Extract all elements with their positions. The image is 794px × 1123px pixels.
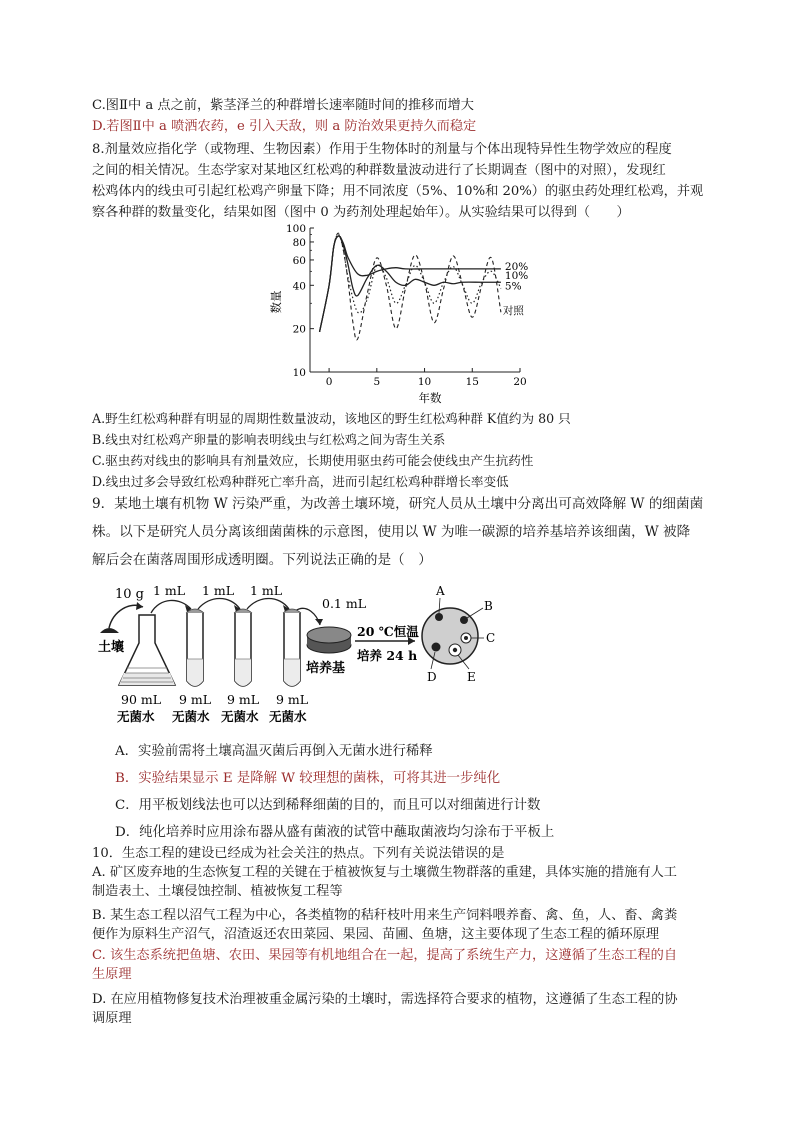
flask-icon [119, 615, 175, 685]
option-9a: A．实验前需将土壤高温灭菌后再倒入无菌水进行稀释 [115, 744, 433, 759]
soil-mass-label: 10 g [115, 587, 144, 602]
chart-x-tick-label: 5 [373, 376, 381, 388]
population-chart-svg [262, 222, 544, 407]
transfer-1-label: 1 mL [153, 583, 186, 598]
colony-d-label: D [427, 670, 437, 684]
option-9d: D．纯化培养时应用涂布器从盛有菌液的试管中蘸取菌液均匀涂布于平板上 [115, 825, 555, 840]
option-9b: B．实验结果显示 E 是降解 W 较理想的菌株，可将其进一步纯化 [115, 771, 501, 786]
chart-y-tick-label: 80 [292, 236, 306, 249]
chart-series-label-3: 对照 [502, 304, 524, 317]
chart-series-label-0: 20% [504, 260, 529, 273]
option-8b: B.线虫对红松鸡产卵量的影响表明线虫与红松鸡之间为寄生关系 [92, 432, 446, 447]
colony-e-label: E [467, 670, 476, 684]
option-8c: C.驱虫药对线虫的影响具有剂量效应，长期使用驱虫药可能会使线虫产生抗药性 [92, 453, 534, 468]
medium-label: 培养基 [306, 661, 346, 676]
option-10d-2: 调原理 [92, 1011, 132, 1026]
option-8d-prev: D.若图Ⅱ中 a 喷洒农药，e 引入天敌，则 a 防治效果更持久而稳定 [92, 119, 477, 134]
chart-y-tick-label: 10 [292, 367, 306, 379]
question-8-stem-2: 之间的相关情况。生态学家对某地区红松鸡的种群数量波动进行了长期调查（图中的对照），发现红 [92, 163, 666, 178]
transfer-2-arrow [198, 599, 240, 610]
colony-b-label: B [484, 599, 493, 613]
chart-series-label-2: 5% [504, 280, 522, 293]
chart-y-tick-label: 20 [292, 323, 306, 336]
chart-y-axis-label: 数量 [269, 290, 283, 314]
chart-series-line-3 [320, 233, 501, 340]
chart-x-tick-label: 20 [513, 376, 527, 388]
transfer-1-arrow [151, 600, 191, 613]
option-10d-1: D. 在应用植物修复技术治理被重金属污染的土壤时，需选择符合要求的植物，这遵循了生态工程的协 [92, 992, 678, 1007]
tube-3-volume-label: 9 mL [276, 692, 309, 707]
incubate-time-label: 培养 24 h [357, 648, 418, 663]
colony-d-icon [432, 643, 441, 652]
soil-pile-icon [100, 628, 119, 633]
option-8a: A.野生红松鸡种群有明显的周期性数量波动，该地区的野生红松鸡种群 K值约为 80 只 [92, 411, 571, 426]
colony-c-label: C [486, 631, 496, 645]
tube-2-water-label: 无菌水 [221, 709, 259, 724]
test-tube-2-icon [234, 609, 252, 686]
test-tube-3-icon [283, 609, 301, 686]
colony-b-icon [460, 616, 468, 624]
arrowhead-icon [315, 619, 323, 625]
flask-water-label: 无菌水 [117, 709, 155, 724]
question-8-stem-1: 8.剂量效应指化学（或物理、生物因素）作用于生物体时的剂量与个体出现特异性生物学效应的程度 [92, 142, 672, 157]
soil-label: 土壤 [98, 640, 125, 655]
transfer-3-label: 1 mL [250, 583, 283, 598]
transfer-4-label: 0.1 mL [322, 596, 367, 611]
dilution-figure [95, 583, 535, 726]
chart-series-line-1 [320, 236, 501, 332]
flask-volume-label: 90 mL [121, 692, 162, 707]
question-8-stem-3: 松鸡体内的线虫可引起红松鸡产卵量下降；用不同浓度（5%、10%和 20%）的驱虫药处理红松鸡，并观 [92, 184, 704, 199]
option-10a-1: A. 矿区废弃地的生态恢复工程的关键在于植被恢复与土壤微生物群落的重建，具体实施的措施有人工 [92, 865, 677, 880]
incubate-temp-label: 20 ℃恒温 [357, 624, 419, 639]
option-9c: C．用平板划线法也可以达到稀释细菌的目的，而且可以对细菌进行计数 [115, 798, 541, 813]
transfer-2-label: 1 mL [202, 583, 235, 598]
option-8c-prev: C.图Ⅱ中 a 点之前，紫茎泽兰的种群增长速率随时间的推移而增大 [92, 98, 474, 113]
tube-2-volume-label: 9 mL [227, 692, 260, 707]
option-10b-1: B. 某生态工程以沼气工程为中心，各类植物的秸秆枝叶用来生产饲料喂养畜、禽、鱼，人、畜、禽粪 [92, 908, 678, 923]
chart-series-line-0 [320, 236, 501, 332]
test-tube-1-icon [186, 609, 204, 686]
chart-x-tick-label: 10 [417, 376, 432, 388]
option-10b-2: 便作为原料生产沼气，沼渣返还农田菜园、果园、苗圃、鱼塘，这主要体现了生态工程的循环原理 [92, 927, 660, 942]
chart-x-axis-label: 年数 [418, 391, 442, 405]
tube-1-water-label: 无菌水 [172, 709, 210, 724]
chart-y-tick-label: 60 [292, 254, 306, 267]
chart-y-tick-label: 40 [292, 280, 306, 293]
dilution-figure-svg [95, 583, 535, 726]
colony-a-label: A [436, 584, 445, 598]
option-10c-2: 生原理 [92, 967, 132, 982]
option-10c-1: C. 该生态系统把鱼塘、农田、果园等有机地组合在一起，提高了系统生产力，这遵循了生态工程的自 [92, 948, 678, 963]
question-9-stem-2: 株。以下是研究人员分离该细菌菌株的示意图，使用以 W 为唯一碳源的培养基培养该细菌，W 被降 [92, 524, 691, 540]
option-10a-2: 制造表土、土壤侵蚀控制、植被恢复工程等 [92, 884, 343, 899]
chart-series-label-1: 10% [504, 269, 529, 282]
transfer-3-arrow [247, 599, 289, 610]
colony-a-icon [435, 613, 443, 621]
chart-x-tick-label: 0 [325, 376, 333, 388]
question-10-stem: 10．生态工程的建设已经成为社会关注的热点。下列有关说法错误的是 [92, 846, 505, 861]
culture-dish-icon [307, 627, 351, 653]
option-8d: D.线虫过多会导致红松鸡种群死亡率升高，进而引起红松鸡种群增长率变低 [92, 474, 509, 489]
chart-x-tick-label: 15 [465, 376, 479, 388]
colony-e-icon [453, 648, 457, 652]
question-9-stem-1: 9．某地土壤有机物 W 污染严重，为改善土壤环境，研究人员从土壤中分离出可高效降解 W 的细菌菌 [92, 496, 704, 512]
question-9-stem-3: 解后会在菌落周围形成透明圈。下列说法正确的是（ ） [92, 552, 432, 568]
population-chart [262, 222, 544, 407]
tube-1-volume-label: 9 mL [179, 692, 212, 707]
colony-c-icon [464, 636, 468, 640]
tube-3-water-label: 无菌水 [269, 709, 307, 724]
question-8-stem-4: 察各种群的数量变化，结果如图（图中 0 为药剂处理起始年）。从实验结果可以得到（ ） [92, 205, 630, 220]
chart-y-tick-label: 100 [285, 223, 306, 235]
